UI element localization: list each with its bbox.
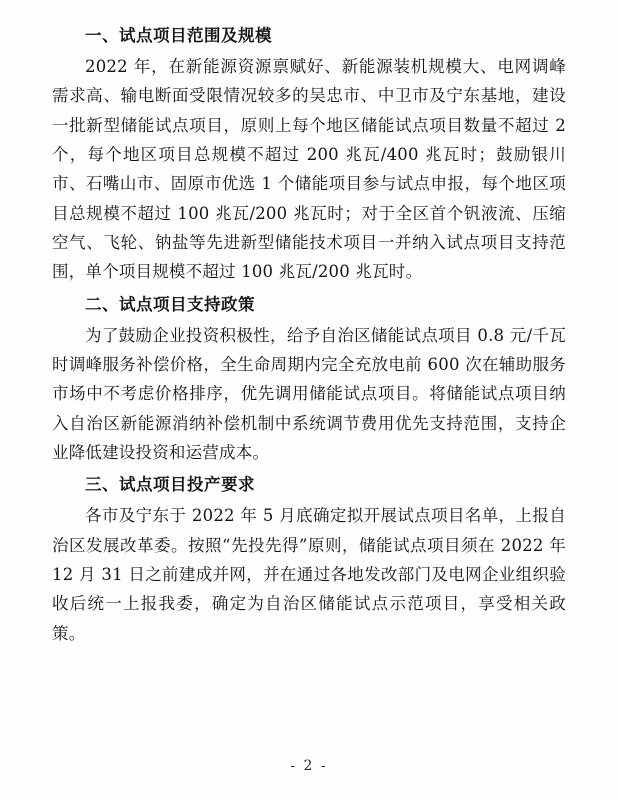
section-paragraph: 各市及宁东于 2022 年 5 月底确定拟开展试点项目名单，上报自治区发展改革委。按照“先投先得”原则，储能试点项目须在 2022 年 12 月 31 日之前建成并网，并在通过各地发改部门及电网企业组织验收后统一上报我委，确定为自治区储能试点示范项目，享受相关政策。 [52, 506, 566, 643]
section-heading: 二、试点项目支持政策 [85, 294, 255, 314]
section-heading: 三、试点项目投产要求 [85, 475, 255, 495]
section-commissioning-requirements [52, 471, 566, 648]
section-scope [52, 22, 566, 287]
page-number: - 2 - [290, 758, 328, 774]
section-paragraph: 为了鼓励企业投资积极性，给予自治区储能试点项目 0.8 元/千瓦时调峰服务补偿价格，全生命周期内完全充放电前 600 次在辅助服务市场中不考虑价格排序，优先调用储能试点项目。将储能试点项目纳入自治区新能源消纳补偿机制中系统调节费用优先支持范围，支持企业降低建设投资和运营成本。 [52, 325, 566, 463]
section-support-policy [52, 291, 566, 468]
section-paragraph: 2022 年，在新能源资源禀赋好、新能源装机规模大、电网调峰需求高、输电断面受限情况较多的吴忠市、中卫市及宁东基地，建设一批新型储能试点项目，原则上每个地区储能试点项目数量不超过 2 个，每个地区项目总规模不超过 200 兆瓦/400 兆瓦时；鼓励银川市、石嘴山市、固原市优选 1 个储能项目参与试点申报，每个地区项目总规模不超过 100 兆瓦/200 兆瓦时；对于全区首个钒液流、压缩空气、飞轮、钠盐等先进新型储能技术项目一并纳入试点项目支持范围，单个项目规模不超过 100 兆瓦/200 兆瓦时。 [52, 56, 566, 282]
section-heading: 一、试点项目范围及规模 [85, 26, 272, 45]
